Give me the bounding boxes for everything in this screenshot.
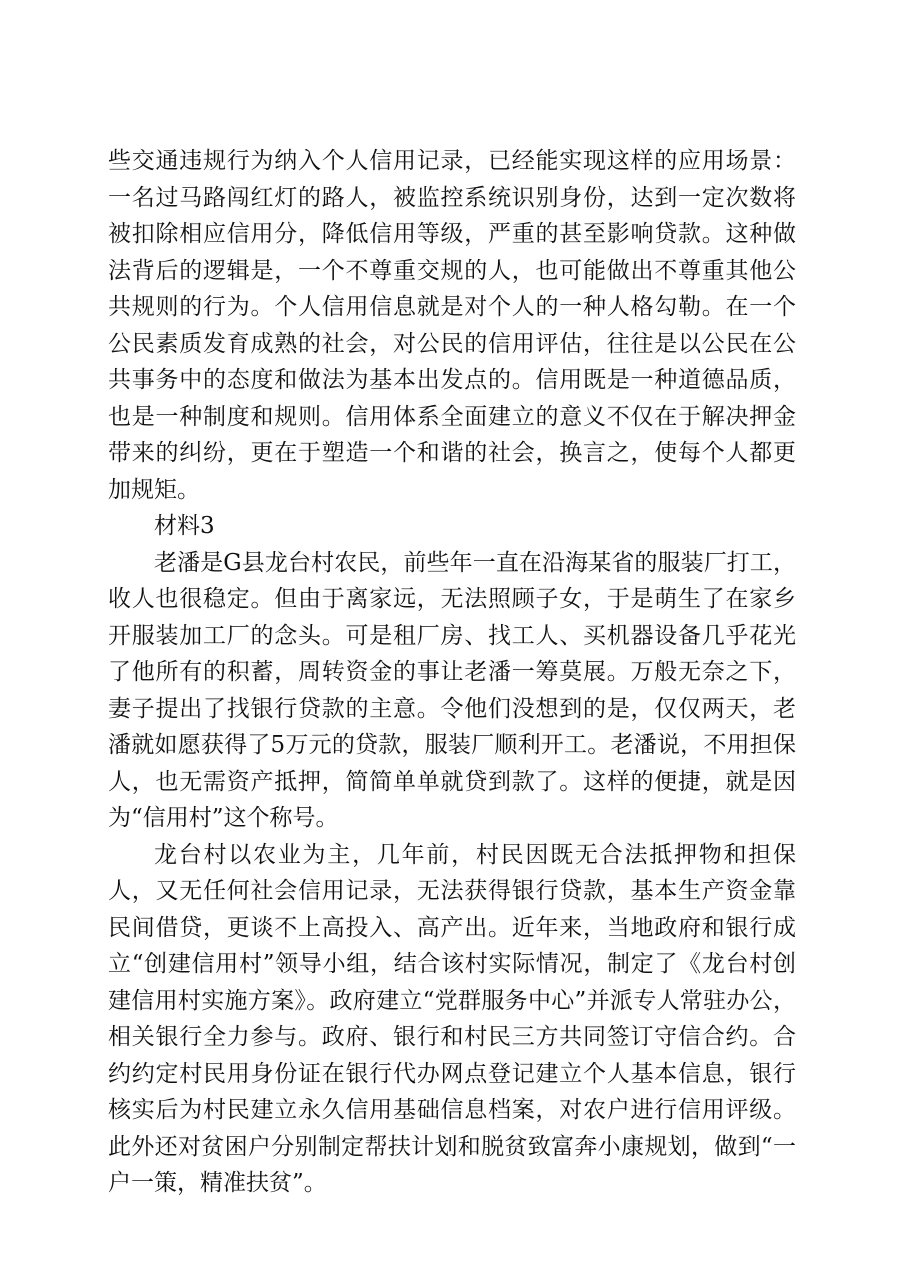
- document-body: [108, 143, 796, 1202]
- paragraph-lao-pan: 老潘是G县龙台村农民，前些年一直在沿海某省的服装厂打工，收人也很稳定。但由于离家远，无法照顾子女，于是萌生了在家乡开服装加工厂的念头。可是租厂房、找工人、买机器设备几乎花光了他所有的积蓄，周转资金的事让老潘一筹莫展。万般无奈之下，妻子提出了找银行贷款的主意。令他们没想到的是，仅仅两天，老潘就如愿获得了5万元的贷款，服装厂顺利开工。老潘说，不用担保人，也无需资产抵押，简简单单就贷到款了。这样的便捷，就是因为“信用村”这个称号。: [108, 549, 796, 831]
- paragraph-longtai-village: 龙台村以农业为主，几年前，村民因既无合法抵押物和担保人，又无任何社会信用记录，无法获得银行贷款，基本生产资金靠民间借贷，更谈不上高投入、高产出。近年来，当地政府和银行成立“创建信用村”领导小组，结合该村实际情况，制定了《龙台村创建信用村实施方案》。政府建立“党群服务中心”并派专人常驻办公，相关银行全力参与。政府、银行和村民三方共同签订守信合约。合约约定村民用身份证在银行代办网点登记建立个人基本信息，银行核实后为村民建立永久信用基础信息档案，对农户进行信用评级。此外还对贫困户分别制定帮扶计划和脱贫致富奔小康规划，做到“一户一策，精准扶贫”。: [108, 841, 796, 1196]
- section-heading-material-3: 材料3: [154, 513, 215, 539]
- paragraph-continued: 些交通违规行为纳入个人信用记录，已经能实现这样的应用场景：一名过马路闯红灯的路人，被监控系统识别身份，达到一定次数将被扣除相应信用分，降低信用等级，严重的甚至影响贷款。这种做法背后的逻辑是，一个不尊重交规的人，也可能做出不尊重其他公共规则的行为。个人信用信息就是对个人的一种人格勾勒。在一个公民素质发育成熟的社会，对公民的信用评估，往往是以公民在公共事务中的态度和做法为基本出发点的。信用既是一种道德品质，也是一种制度和规则。信用体系全面建立的意义不仅在于解决押金带来的纠纷，更在于塑造一个和谐的社会，换言之，使每个人都更加规矩。: [108, 148, 796, 503]
